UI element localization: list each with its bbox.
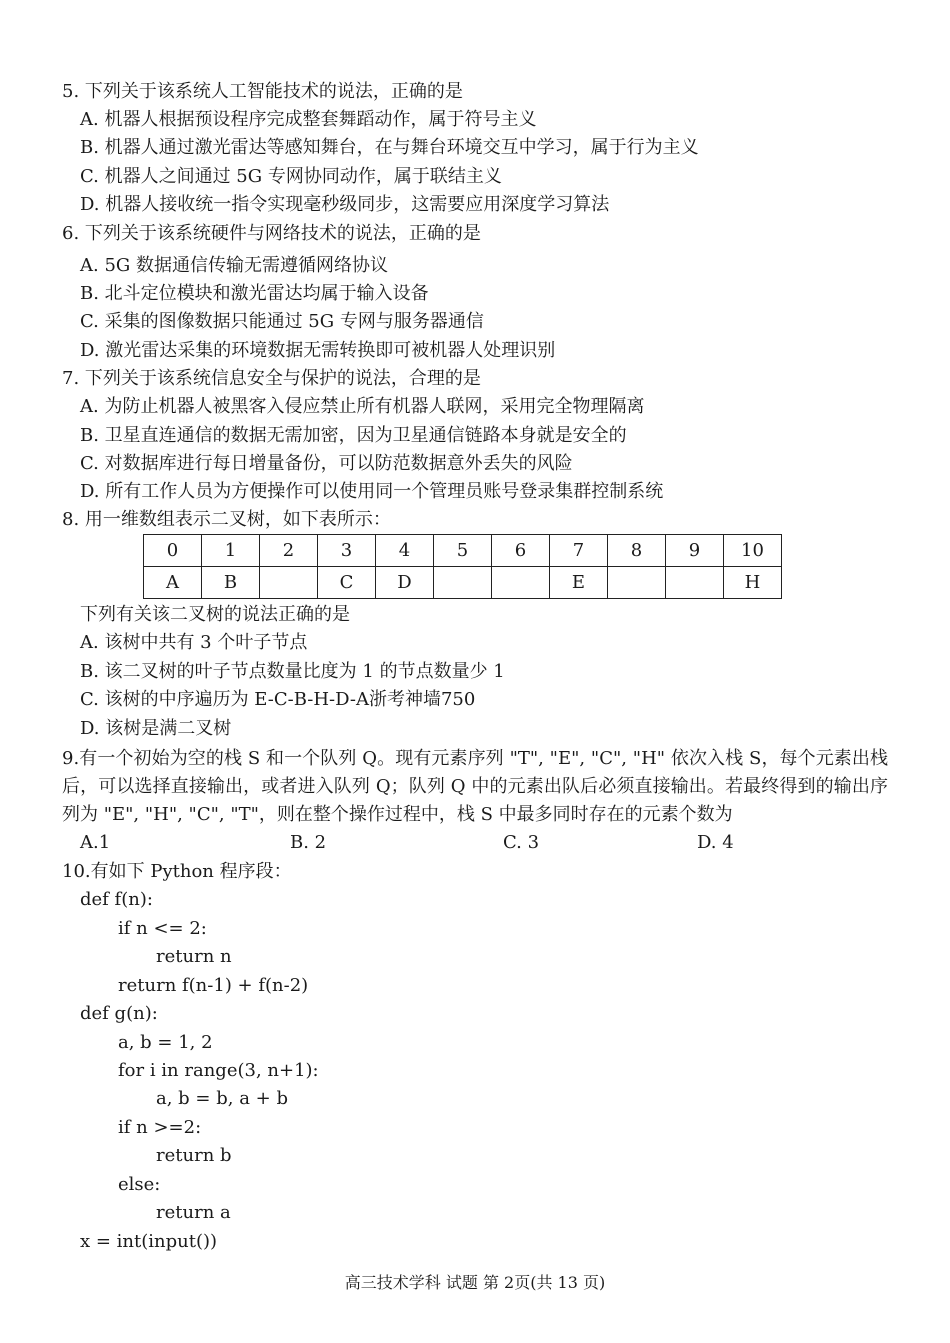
table-cell-value: E — [550, 567, 608, 599]
q9-option-d: D. 4 — [697, 832, 734, 853]
table-cell-index: 3 — [318, 535, 376, 567]
table-cell-index: 2 — [260, 535, 318, 567]
q5-stem: 5. 下列关于该系统人工智能技术的说法，正确的是 — [62, 81, 463, 102]
code-line: a, b = 1, 2 — [118, 1032, 213, 1053]
q9-option-a: A.1 — [80, 832, 111, 853]
code-line: if n <= 2: — [118, 918, 207, 939]
q5-option-a: A. 机器人根据预设程序完成整套舞蹈动作，属于符号主义 — [80, 109, 537, 130]
code-line: a, b = b, a + b — [156, 1088, 288, 1109]
q7-option-c: C. 对数据库进行每日增量备份，可以防范数据意外丢失的风险 — [80, 453, 573, 474]
q6-stem: 6. 下列关于该系统硬件与网络技术的说法，正确的是 — [62, 223, 481, 244]
table-cell-index: 8 — [608, 535, 666, 567]
page-footer: 高三技术学科 试题 第 2页(共 13 页) — [344, 1273, 606, 1292]
table-cell-value: B — [202, 567, 260, 599]
table-cell-value — [608, 567, 666, 599]
code-line: for i in range(3, n+1): — [118, 1060, 319, 1081]
table-cell-value: C — [318, 567, 376, 599]
q6-option-b: B. 北斗定位模块和激光雷达均属于输入设备 — [80, 283, 429, 304]
table-cell-index: 6 — [492, 535, 550, 567]
q9-option-c: C. 3 — [503, 832, 540, 853]
code-line: else: — [118, 1174, 161, 1195]
q5-option-b: B. 机器人通过激光雷达等感知舞台，在与舞台环境交互中学习，属于行为主义 — [80, 137, 699, 158]
table-cell-value: H — [724, 567, 782, 599]
q8-option-b: B. 该二叉树的叶子节点数量比度为 1 的节点数量少 1 — [80, 661, 505, 682]
code-line: return f(n-1) + f(n-2) — [118, 975, 309, 996]
table-cell-index: 9 — [666, 535, 724, 567]
table-cell-index: 10 — [724, 535, 782, 567]
table-cell-value: D — [376, 567, 434, 599]
table-row-indices — [144, 535, 782, 567]
code-line: if n >=2: — [118, 1117, 202, 1138]
q8-stem: 8. 用一维数组表示二叉树，如下表所示： — [62, 509, 391, 530]
q10-stem: 10.有如下 Python 程序段： — [62, 861, 292, 882]
q7-option-b: B. 卫星直连通信的数据无需加密，因为卫星通信链路本身就是安全的 — [80, 425, 627, 446]
table-row-values — [144, 567, 782, 599]
table-cell-value — [434, 567, 492, 599]
q8-option-d: D. 该树是满二叉树 — [80, 718, 232, 739]
q5-option-c: C. 机器人之间通过 5G 专网协同动作，属于联结主义 — [80, 166, 502, 187]
code-line: def g(n): — [80, 1003, 158, 1024]
q8-sub-stem: 下列有关该二叉树的说法正确的是 — [80, 604, 350, 625]
q6-option-d: D. 激光雷达采集的环境数据无需转换即可被机器人处理识别 — [80, 340, 556, 361]
code-line: def f(n): — [80, 889, 153, 910]
q8-option-a: A. 该树中共有 3 个叶子节点 — [80, 632, 308, 653]
code-line: return b — [156, 1145, 232, 1166]
q7-option-d: D. 所有工作人员为方便操作可以使用同一个管理员账号登录集群控制系统 — [80, 481, 664, 502]
table-cell-index: 7 — [550, 535, 608, 567]
q6-option-c: C. 采集的图像数据只能通过 5G 专网与服务器通信 — [80, 311, 484, 332]
q6-option-a: A. 5G 数据通信传输无需遵循网络协议 — [80, 255, 388, 276]
table-cell-value — [666, 567, 724, 599]
q7-stem: 7. 下列关于该系统信息安全与保护的说法，合理的是 — [62, 368, 481, 389]
q9-text: 9.有一个初始为空的栈 S 和一个队列 Q。现有元素序列 "T", "E", "C", "H" 依次入栈 S，每个元素出栈后，可以选择直接输出，或者进入队列 Q；队列 Q 中的元素出队后必须直接输出。若最终得到的输出序列为 "E", "H", "C", "T"，则在整个操作过程中，栈 S 中最多同时存在的元素个数为 — [62, 748, 888, 825]
table-cell-value — [260, 567, 318, 599]
table-cell-value — [492, 567, 550, 599]
table-cell-index: 5 — [434, 535, 492, 567]
q8-option-c: C. 该树的中序遍历为 E-C-B-H-D-A浙考神墙750 — [80, 689, 476, 710]
q5-option-d: D. 机器人接收统一指令实现毫秒级同步，这需要应用深度学习算法 — [80, 194, 610, 215]
code-line: x = int(input()) — [80, 1231, 218, 1252]
table-cell-value: A — [144, 567, 202, 599]
q7-option-a: A. 为防止机器人被黑客入侵应禁止所有机器人联网，采用完全物理隔离 — [80, 396, 645, 417]
q9-option-b: B. 2 — [290, 832, 327, 853]
table-cell-index: 0 — [144, 535, 202, 567]
table-cell-index: 4 — [376, 535, 434, 567]
code-line: return a — [156, 1202, 231, 1223]
code-line: return n — [156, 946, 232, 967]
table-cell-index: 1 — [202, 535, 260, 567]
binary-tree-array-table — [143, 534, 782, 599]
